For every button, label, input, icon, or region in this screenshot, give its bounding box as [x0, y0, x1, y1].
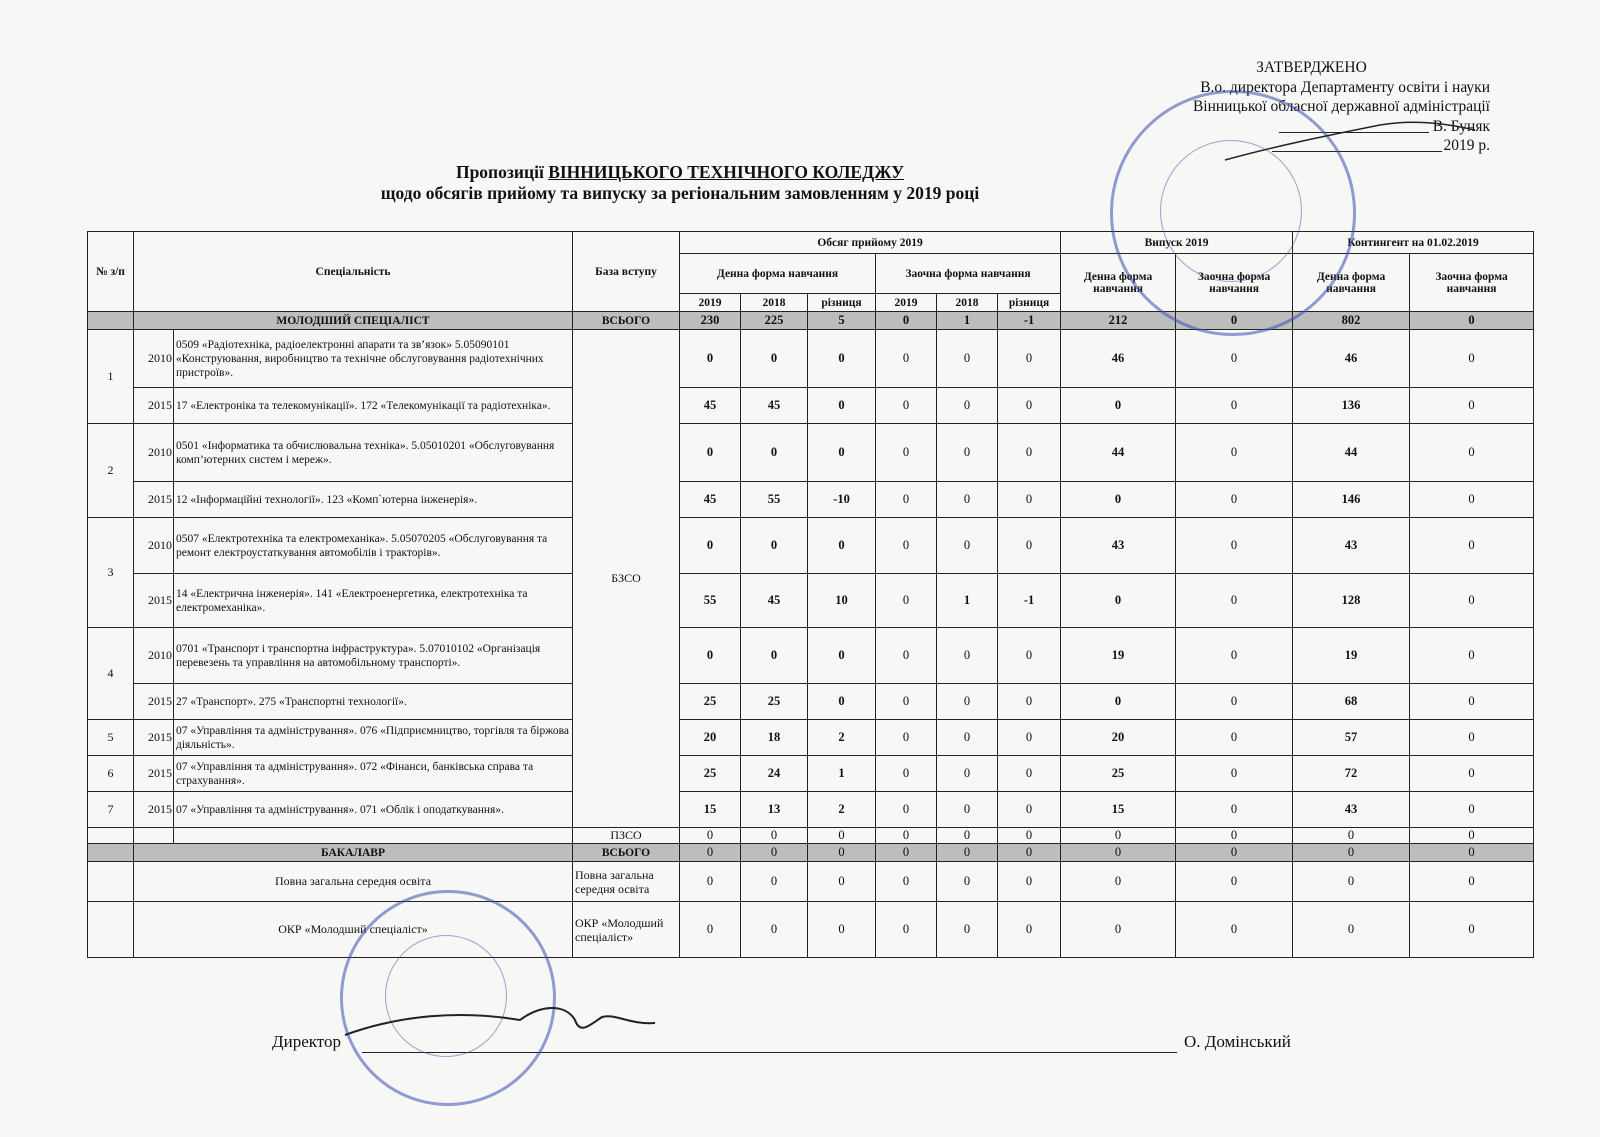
bachelor-row-label: ОКР «Молодший спеціаліст»: [134, 902, 573, 958]
header-corr-diff: різниця: [998, 294, 1061, 312]
total-bachelor-value-0: 0: [680, 844, 741, 862]
row-number: 6: [88, 756, 134, 792]
row-value-7: 0: [1176, 792, 1293, 828]
row-number: 1: [88, 330, 134, 424]
row-year: 2015: [134, 792, 174, 828]
row-specialty: 07 «Управління та адміністрування». 071 «Облік і оподаткування».: [174, 792, 573, 828]
row-year: 2010: [134, 424, 174, 482]
row-value-5: 0: [998, 792, 1061, 828]
bachelor-row-value-6: 0: [1061, 902, 1176, 958]
row-value-5: 0: [998, 756, 1061, 792]
total-bachelor-value-9: 0: [1410, 844, 1534, 862]
row-value-9: 0: [1410, 756, 1534, 792]
header-graduation: Випуск 2019: [1061, 232, 1293, 254]
row-value-9: 0: [1410, 792, 1534, 828]
row-value-7: 0: [1176, 330, 1293, 388]
row-value-5: 0: [998, 388, 1061, 424]
row-value-6: 44: [1061, 424, 1176, 482]
bachelor-row-value-9: 0: [1410, 902, 1534, 958]
pzso-value-4: 0: [937, 828, 998, 844]
row-year: 2010: [134, 518, 174, 574]
row-value-6: 46: [1061, 330, 1176, 388]
bachelor-row-value-5: 0: [998, 862, 1061, 902]
row-value-7: 0: [1176, 628, 1293, 684]
row-value-7: 0: [1176, 424, 1293, 482]
row-value-1: 0: [741, 628, 808, 684]
row-value-9: 0: [1410, 684, 1534, 720]
row-value-3: 0: [876, 684, 937, 720]
total-bachelor-value-7: 0: [1176, 844, 1293, 862]
bachelor-row-value-5: 0: [998, 902, 1061, 958]
bachelor-row-value-4: 0: [937, 862, 998, 902]
title-prefix: Пропозиції: [455, 162, 549, 182]
approval-heading: ЗАТВЕРДЖЕНО: [1256, 59, 1367, 76]
pzso-value-2: 0: [808, 828, 876, 844]
row-year: 2015: [134, 684, 174, 720]
header-admission-day: Денна форма навчання: [680, 254, 876, 294]
bachelor-row-base: ОКР «Молодший спеціаліст»: [573, 902, 680, 958]
row-value-0: 0: [680, 424, 741, 482]
pzso-value-0: 0: [680, 828, 741, 844]
row-value-3: 0: [876, 574, 937, 628]
row-value-5: 0: [998, 628, 1061, 684]
total-bachelor-value-4: 0: [937, 844, 998, 862]
header-corr-2019: 2019: [876, 294, 937, 312]
row-value-4: 0: [937, 756, 998, 792]
pzso-value-5: 0: [998, 828, 1061, 844]
row-value-7: 0: [1176, 388, 1293, 424]
total-junior-value-2: 5: [808, 312, 876, 330]
row-value-0: 25: [680, 756, 741, 792]
approval-year: 2019 р.: [1443, 137, 1490, 154]
row-value-4: 0: [937, 628, 998, 684]
row-specialty: 0507 «Електротехніка та електромеханіка». 5.05070205 «Обслуговування та ремонт електроустаткування автомобілів і тракторів».: [174, 518, 573, 574]
row-value-1: 0: [741, 518, 808, 574]
bachelor-row-value-1: 0: [741, 862, 808, 902]
total-row-junior: [88, 312, 1534, 330]
row-value-4: 0: [937, 720, 998, 756]
row-value-8: 136: [1293, 388, 1410, 424]
bachelor-row-value-3: 0: [876, 862, 937, 902]
row-specialty: 12 «Інформаційні технології». 123 «Комп`ютерна інженерія».: [174, 482, 573, 518]
row-value-6: 19: [1061, 628, 1176, 684]
row-specialty: 14 «Електрична інженерія». 141 «Електроенергетика, електротехніка та електромеханіка».: [174, 574, 573, 628]
bachelor-row-value-7: 0: [1176, 862, 1293, 902]
row-value-9: 0: [1410, 330, 1534, 388]
row-value-2: 0: [808, 388, 876, 424]
total-junior-value-4: 1: [937, 312, 998, 330]
total-row-bachelor: [88, 844, 1534, 862]
table-row: [88, 628, 1534, 684]
row-value-8: 146: [1293, 482, 1410, 518]
total-bachelor-value-3: 0: [876, 844, 937, 862]
row-value-9: 0: [1410, 388, 1534, 424]
header-day-diff: різниця: [808, 294, 876, 312]
pzso-value-9: 0: [1410, 828, 1534, 844]
pzso-value-8: 0: [1293, 828, 1410, 844]
total-bachelor-value-2: 0: [808, 844, 876, 862]
row-value-5: -1: [998, 574, 1061, 628]
row-value-3: 0: [876, 388, 937, 424]
total-junior-value-0: 230: [680, 312, 741, 330]
pzso-empty-num: [88, 828, 134, 844]
table-row: [88, 792, 1534, 828]
row-value-0: 25: [680, 684, 741, 720]
row-year: 2015: [134, 720, 174, 756]
row-value-6: 15: [1061, 792, 1176, 828]
row-value-8: 43: [1293, 792, 1410, 828]
row-value-0: 45: [680, 482, 741, 518]
table-row: [88, 756, 1534, 792]
approval-scribble: [1220, 110, 1480, 170]
bachelor-row-value-7: 0: [1176, 902, 1293, 958]
row-value-5: 0: [998, 684, 1061, 720]
row-value-3: 0: [876, 330, 937, 388]
base-bzso: БЗСО: [573, 330, 680, 828]
total-junior-value-6: 212: [1061, 312, 1176, 330]
bachelor-row-value-6: 0: [1061, 862, 1176, 902]
row-value-7: 0: [1176, 756, 1293, 792]
row-year: 2015: [134, 482, 174, 518]
header-grad-day: Денна форма навчання: [1061, 254, 1176, 312]
row-year: 2015: [134, 756, 174, 792]
row-year: 2010: [134, 628, 174, 684]
row-value-2: 0: [808, 628, 876, 684]
row-value-2: 10: [808, 574, 876, 628]
row-value-4: 0: [937, 330, 998, 388]
signature-name: О. Домінський: [1184, 1032, 1291, 1051]
total-junior-value-8: 802: [1293, 312, 1410, 330]
pzso-base: ПЗСО: [573, 828, 680, 844]
table-row: [88, 518, 1534, 574]
total-bachelor-value-5: 0: [998, 844, 1061, 862]
row-value-4: 0: [937, 388, 998, 424]
row-value-3: 0: [876, 756, 937, 792]
row-value-6: 0: [1061, 574, 1176, 628]
row-value-7: 0: [1176, 518, 1293, 574]
header-contingent: Контингент на 01.02.2019: [1293, 232, 1534, 254]
total-bachelor-label: БАКАЛАВР: [134, 844, 573, 862]
row-specialty: 07 «Управління та адміністрування». 072 «Фінанси, банківська справа та страхування».: [174, 756, 573, 792]
total-junior-value-5: -1: [998, 312, 1061, 330]
row-specialty: 27 «Транспорт». 275 «Транспортні технології».: [174, 684, 573, 720]
row-value-5: 0: [998, 482, 1061, 518]
row-value-2: 0: [808, 518, 876, 574]
pzso-value-1: 0: [741, 828, 808, 844]
header-day-2019: 2019: [680, 294, 741, 312]
row-value-8: 68: [1293, 684, 1410, 720]
row-value-1: 24: [741, 756, 808, 792]
row-value-1: 0: [741, 424, 808, 482]
row-value-2: 1: [808, 756, 876, 792]
table-row: [88, 720, 1534, 756]
bachelor-row-base: Повна загальна середня освіта: [573, 862, 680, 902]
signature-role: Директор: [272, 1032, 341, 1051]
total-junior-value-7: 0: [1176, 312, 1293, 330]
bachelor-row-value-0: 0: [680, 902, 741, 958]
row-value-7: 0: [1176, 574, 1293, 628]
row-value-4: 1: [937, 574, 998, 628]
total-junior-value-1: 225: [741, 312, 808, 330]
row-value-9: 0: [1410, 574, 1534, 628]
bachelor-row-num: [88, 902, 134, 958]
row-value-1: 55: [741, 482, 808, 518]
row-value-5: 0: [998, 424, 1061, 482]
header-cont-day: Денна форма навчання: [1293, 254, 1410, 312]
table-row: [88, 330, 1534, 388]
pzso-value-6: 0: [1061, 828, 1176, 844]
row-specialty: 0501 «Інформатика та обчислювальна техніка». 5.05010201 «Обслуговування комп’ютерних систем і мереж».: [174, 424, 573, 482]
row-value-4: 0: [937, 482, 998, 518]
row-value-0: 0: [680, 628, 741, 684]
row-value-0: 45: [680, 388, 741, 424]
bachelor-row: [88, 862, 1534, 902]
pzso-value-3: 0: [876, 828, 937, 844]
row-specialty: 0509 «Радіотехніка, радіоелектронні апарати та зв’язок» 5.05090101 «Конструювання, виробництво та технічне обслуговування радіотехнічних пристроїв».: [174, 330, 573, 388]
row-value-1: 45: [741, 574, 808, 628]
row-value-8: 44: [1293, 424, 1410, 482]
pzso-empty-year: [134, 828, 174, 844]
row-value-7: 0: [1176, 720, 1293, 756]
approval-organization: Вінницької обласної державної адміністрації: [1192, 98, 1490, 115]
row-value-1: 0: [741, 330, 808, 388]
bachelor-row-value-2: 0: [808, 862, 876, 902]
row-value-5: 0: [998, 518, 1061, 574]
bachelor-row-value-8: 0: [1293, 862, 1410, 902]
row-specialty: 0701 «Транспорт і транспортна інфраструктура». 5.07010102 «Організація перевезень та управління на автомобільному транспорті».: [174, 628, 573, 684]
document-title: [180, 162, 1180, 204]
row-year: 2015: [134, 388, 174, 424]
row-value-7: 0: [1176, 482, 1293, 518]
header-num: № з/п: [88, 232, 134, 312]
approval-signatory: В. Буняк: [1432, 117, 1490, 135]
row-value-9: 0: [1410, 628, 1534, 684]
row-value-1: 25: [741, 684, 808, 720]
total-junior-value-9: 0: [1410, 312, 1534, 330]
title-college: ВІННИЦЬКОГО ТЕХНІЧНОГО КОЛЕДЖУ: [548, 162, 905, 182]
row-value-3: 0: [876, 628, 937, 684]
admission-table: [87, 231, 1534, 958]
row-value-3: 0: [876, 482, 937, 518]
row-number: 4: [88, 628, 134, 720]
signature-block: [272, 1032, 1291, 1052]
row-value-3: 0: [876, 424, 937, 482]
row-value-2: 0: [808, 684, 876, 720]
header-cont-corr: Заочна форма навчання: [1410, 254, 1534, 312]
row-value-6: 25: [1061, 756, 1176, 792]
row-value-2: 0: [808, 424, 876, 482]
pzso-empty-spec: [174, 828, 573, 844]
table-row: [88, 424, 1534, 482]
bachelor-row-value-4: 0: [937, 902, 998, 958]
signature-scribble: [340, 995, 660, 1065]
row-number: 3: [88, 518, 134, 628]
pzso-row: [88, 828, 1534, 844]
total-empty: [88, 312, 134, 330]
bachelor-row-value-1: 0: [741, 902, 808, 958]
row-value-6: 43: [1061, 518, 1176, 574]
row-value-0: 0: [680, 518, 741, 574]
row-value-5: 0: [998, 330, 1061, 388]
row-value-8: 46: [1293, 330, 1410, 388]
total-junior-value-3: 0: [876, 312, 937, 330]
row-specialty: 17 «Електроніка та телекомунікації». 172 «Телекомунікації та радіотехніка».: [174, 388, 573, 424]
row-value-4: 0: [937, 518, 998, 574]
row-value-9: 0: [1410, 424, 1534, 482]
row-value-6: 0: [1061, 482, 1176, 518]
row-value-4: 0: [937, 792, 998, 828]
row-value-9: 0: [1410, 482, 1534, 518]
row-value-5: 0: [998, 720, 1061, 756]
row-value-2: 0: [808, 330, 876, 388]
bachelor-row-value-0: 0: [680, 862, 741, 902]
row-value-4: 0: [937, 684, 998, 720]
row-value-6: 20: [1061, 720, 1176, 756]
row-number: 7: [88, 792, 134, 828]
bachelor-row: [88, 902, 1534, 958]
row-value-9: 0: [1410, 720, 1534, 756]
row-value-0: 15: [680, 792, 741, 828]
total-bachelor-value-8: 0: [1293, 844, 1410, 862]
row-value-1: 18: [741, 720, 808, 756]
row-value-4: 0: [937, 424, 998, 482]
row-value-2: -10: [808, 482, 876, 518]
row-value-2: 2: [808, 792, 876, 828]
row-value-9: 0: [1410, 518, 1534, 574]
row-specialty: 07 «Управління та адміністрування». 076 «Підприємництво, торгівля та біржова діяльність».: [174, 720, 573, 756]
row-year: 2015: [134, 574, 174, 628]
row-number: 5: [88, 720, 134, 756]
total-junior-label: МОЛОДШИЙ СПЕЦІАЛІСТ: [134, 312, 573, 330]
row-number: 2: [88, 424, 134, 518]
pzso-value-7: 0: [1176, 828, 1293, 844]
header-admission-corr: Заочна форма навчання: [876, 254, 1061, 294]
table-row: [88, 388, 1534, 424]
row-value-8: 19: [1293, 628, 1410, 684]
row-value-0: 0: [680, 330, 741, 388]
bachelor-row-value-2: 0: [808, 902, 876, 958]
row-value-8: 43: [1293, 518, 1410, 574]
total-all-label: ВСЬОГО: [573, 312, 680, 330]
approval-position: В.о. директора Департаменту освіти і науки: [1200, 78, 1490, 96]
row-value-1: 13: [741, 792, 808, 828]
bachelor-row-label: Повна загальна середня освіта: [134, 862, 573, 902]
row-value-1: 45: [741, 388, 808, 424]
row-value-8: 128: [1293, 574, 1410, 628]
row-value-8: 72: [1293, 756, 1410, 792]
title-subtitle: щодо обсягів прийому та випуску за регіональним замовленням у 2019 році: [380, 183, 980, 203]
header-admission: Обсяг прийому 2019: [680, 232, 1061, 254]
row-year: 2010: [134, 330, 174, 388]
bachelor-row-value-8: 0: [1293, 902, 1410, 958]
row-value-6: 0: [1061, 684, 1176, 720]
total-bachelor-value-1: 0: [741, 844, 808, 862]
row-value-3: 0: [876, 518, 937, 574]
row-value-7: 0: [1176, 684, 1293, 720]
table-row: [88, 482, 1534, 518]
row-value-0: 55: [680, 574, 741, 628]
bachelor-row-value-3: 0: [876, 902, 937, 958]
header-day-2018: 2018: [741, 294, 808, 312]
row-value-6: 0: [1061, 388, 1176, 424]
row-value-0: 20: [680, 720, 741, 756]
total-bachelor-all-label: ВСЬОГО: [573, 844, 680, 862]
bachelor-row-value-9: 0: [1410, 862, 1534, 902]
row-value-2: 2: [808, 720, 876, 756]
header-grad-corr: Заочна форма навчання: [1176, 254, 1293, 312]
header-corr-2018: 2018: [937, 294, 998, 312]
table-row: [88, 684, 1534, 720]
row-value-8: 57: [1293, 720, 1410, 756]
total-bachelor-value-6: 0: [1061, 844, 1176, 862]
header-specialty: Спеціальність: [134, 232, 573, 312]
header-base: База вступу: [573, 232, 680, 312]
bachelor-empty: [88, 844, 134, 862]
table-row: [88, 574, 1534, 628]
row-value-3: 0: [876, 792, 937, 828]
bachelor-row-num: [88, 862, 134, 902]
row-value-3: 0: [876, 720, 937, 756]
